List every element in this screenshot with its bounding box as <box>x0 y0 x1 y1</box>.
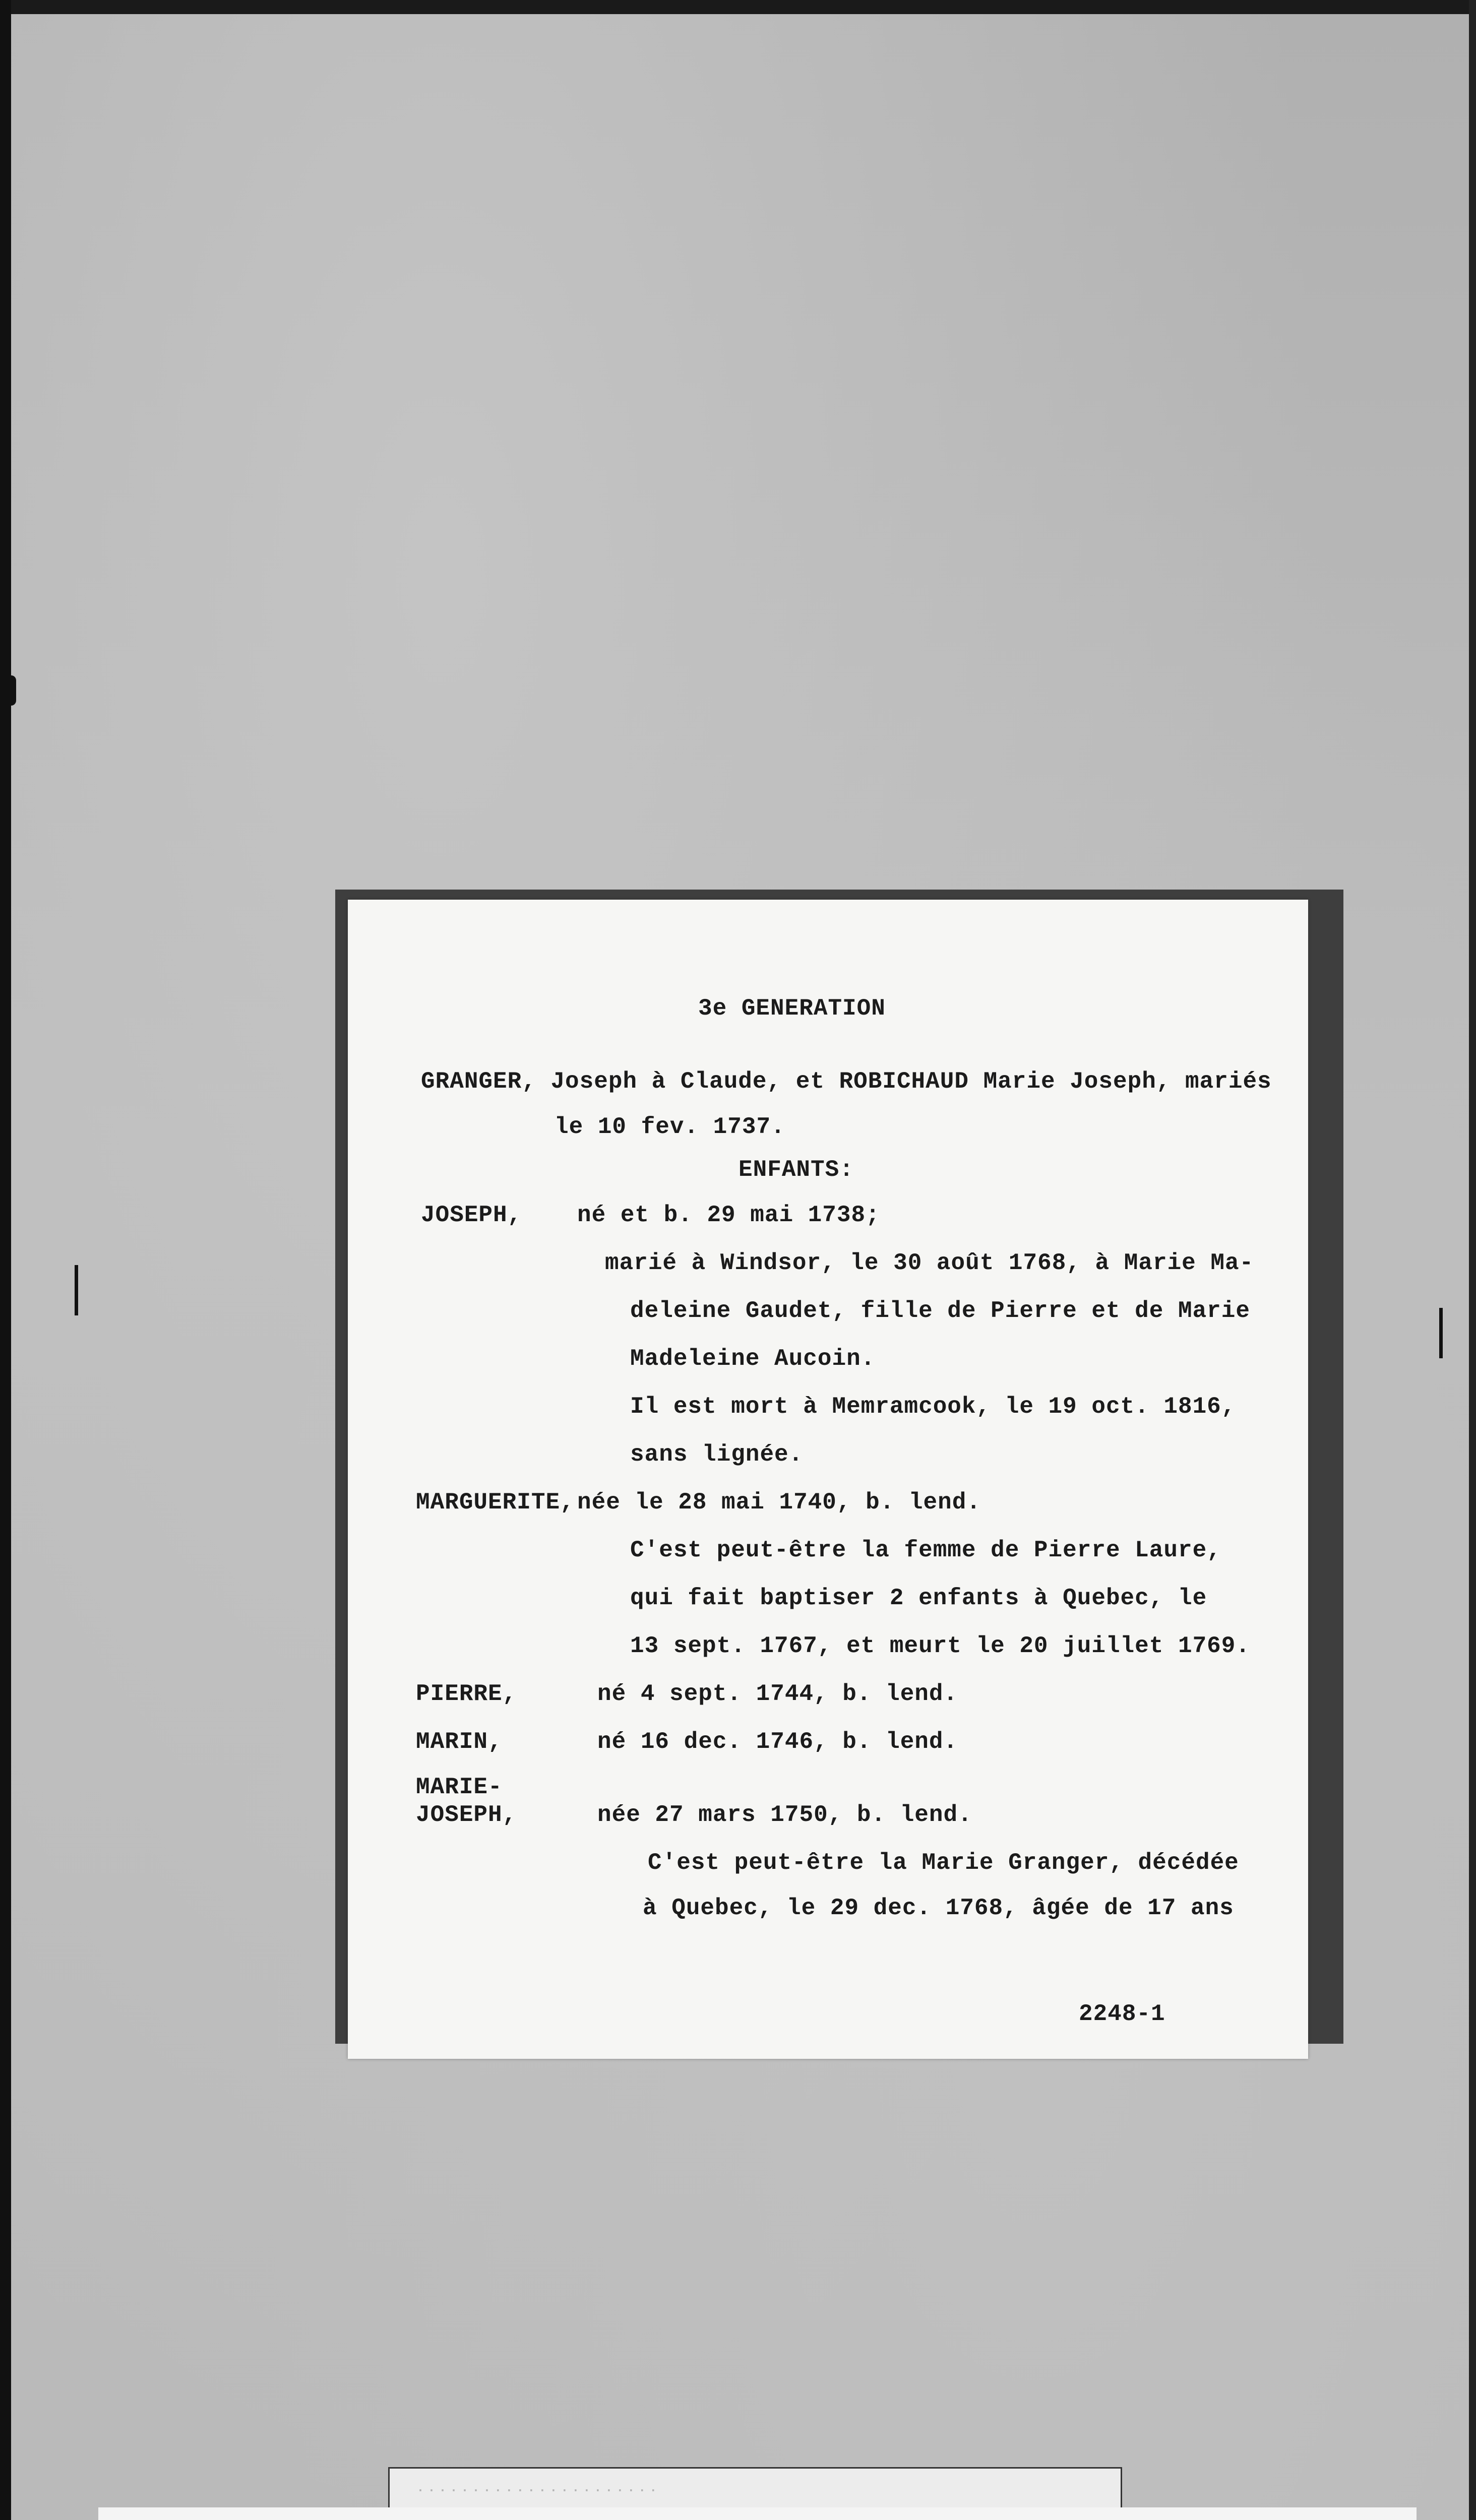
child-joseph-line: Il est mort à Memramcook, le 19 oct. 1816, <box>630 1394 1236 1420</box>
scratch-mark-left <box>75 1265 78 1315</box>
child-marie-joseph-line: née 27 mars 1750, b. lend. <box>597 1802 972 1828</box>
child-name-joseph: JOSEPH, <box>421 1202 522 1228</box>
archives-footer-banner <box>98 2507 1417 2520</box>
child-joseph-line: Madeleine Aucoin. <box>630 1346 876 1372</box>
intro-line-1: GRANGER, Joseph à Claude, et ROBICHAUD Marie Joseph, mariés <box>421 1068 1272 1095</box>
enfants-heading: ENFANTS: <box>739 1157 854 1183</box>
child-marie-joseph-line: à Quebec, le 29 dec. 1768, âgée de 17 ans <box>643 1895 1234 1921</box>
scratch-mark-right <box>1439 1308 1443 1358</box>
child-pierre-line: né 4 sept. 1744, b. lend. <box>597 1681 958 1707</box>
child-name-marie-joseph-part2: JOSEPH, <box>416 1802 517 1828</box>
film-border-top <box>0 0 1476 14</box>
child-joseph-line: marié à Windsor, le 30 août 1768, à Marie Ma- <box>605 1250 1254 1276</box>
child-marguerite-line: née le 28 mai 1740, b. lend. <box>577 1489 981 1516</box>
child-name-marie-joseph-part1: MARIE- <box>416 1774 503 1800</box>
film-border-left <box>0 0 11 2520</box>
child-marguerite-line: 13 sept. 1767, et meurt le 20 juillet 1769. <box>630 1633 1250 1659</box>
intro-line-2: le 10 fev. 1737. <box>555 1114 785 1140</box>
child-joseph-line: deleine Gaudet, fille de Pierre et de Marie <box>630 1298 1250 1324</box>
genealogy-record-card <box>348 900 1308 2059</box>
child-marin-line: né 16 dec. 1746, b. lend. <box>597 1729 958 1755</box>
child-marguerite-line: C'est peut-être la femme de Pierre Laure, <box>630 1537 1221 1563</box>
child-name-marguerite: MARGUERITE, <box>416 1489 575 1516</box>
generation-heading: 3e GENERATION <box>698 995 886 1022</box>
archive-label-strip: · · · · · · · · · · · · · · · · · · · · · · <box>388 2467 1122 2520</box>
film-border-right <box>1469 0 1476 2520</box>
child-joseph-line: né et b. 29 mai 1738; <box>577 1202 880 1228</box>
page-number: 2248-1 <box>1079 2001 1165 2027</box>
child-joseph-line: sans lignée. <box>630 1441 804 1468</box>
child-name-marin: MARIN, <box>416 1729 503 1755</box>
child-marguerite-line: qui fait baptiser 2 enfants à Quebec, le <box>630 1585 1207 1611</box>
film-notch <box>11 675 16 706</box>
child-marie-joseph-line: C'est peut-être la Marie Granger, décédée <box>648 1850 1239 1876</box>
child-name-pierre: PIERRE, <box>416 1681 517 1707</box>
